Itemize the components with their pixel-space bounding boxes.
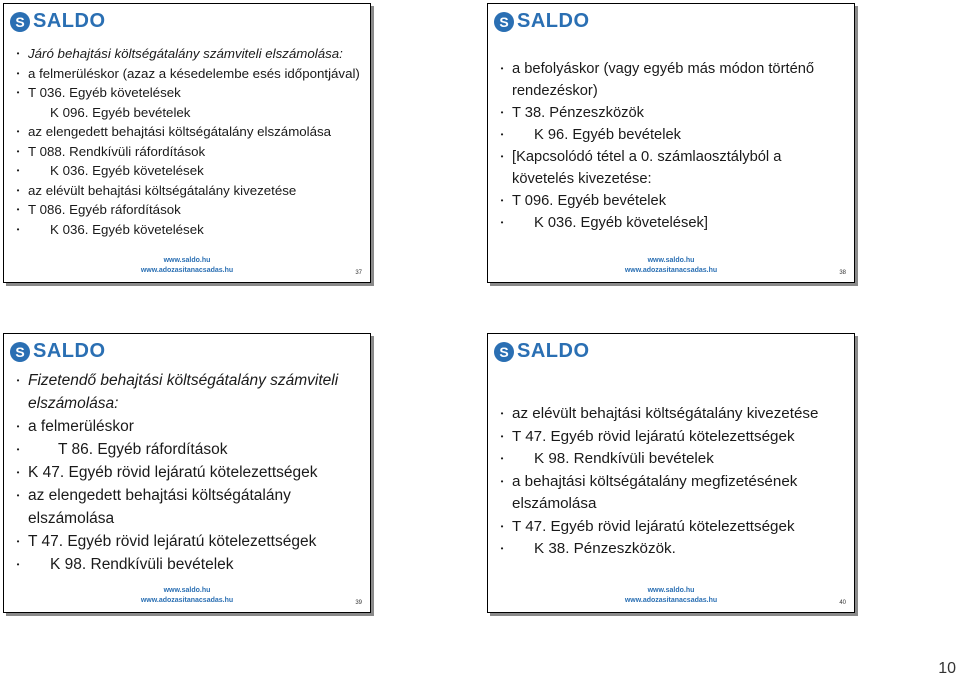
saldo-logo — [494, 10, 590, 33]
footer-url-saldo: www.saldo.hu — [163, 257, 211, 264]
bullet-text: T 47. Egyéb rövid lejáratú kötelezettségek — [512, 427, 795, 445]
bullet-item — [14, 415, 360, 438]
bullet-icon: • — [16, 88, 20, 97]
bullet-text: T 036. Egyéb követelések — [28, 85, 181, 100]
bullet-text: K 96. Egyéb bevételek — [534, 127, 681, 143]
bullet-text: a behajtási költségátalány megfizetésének elszámolása — [512, 472, 798, 512]
bullet-text: az elengedett behajtási költségátalány elszámolása — [28, 124, 332, 139]
bullet-icon: • — [16, 49, 20, 58]
bullet-item — [14, 161, 360, 181]
bullet-text: Járó behajtási költségátalány számviteli elszámolása: — [28, 46, 343, 61]
slide-39 — [3, 333, 371, 613]
slide-number: 37 — [355, 270, 362, 276]
saldo-logo-icon: S — [10, 12, 30, 32]
slide-content — [498, 403, 844, 561]
page-number: 10 — [938, 660, 956, 677]
bullet-text: K 38. Pénzeszközök. — [534, 540, 676, 557]
bullet-item — [14, 142, 360, 162]
bullet-text: Fizetendő behajtási költségátalány számviteli elszámolása: — [28, 372, 339, 412]
bullet-text: az elévült behajtási költségátalány kivezetése — [512, 405, 819, 422]
saldo-logo — [10, 10, 106, 33]
bullet-item — [498, 58, 844, 102]
saldo-logo-icon: S — [10, 342, 30, 362]
bullet-text: T 086. Egyéb ráfordítások — [28, 202, 181, 217]
bullet-item — [14, 484, 360, 530]
bullet-icon: • — [500, 431, 504, 441]
bullet-item — [498, 212, 844, 234]
bullet-icon: • — [16, 445, 20, 454]
bullet-item — [14, 44, 360, 64]
bullet-text: K 47. Egyéb rövid lejáratú kötelezettségek — [28, 464, 318, 481]
slide-37 — [3, 3, 371, 283]
bullet-icon: • — [500, 64, 504, 73]
bullet-item — [498, 102, 844, 124]
slide-number: 39 — [355, 600, 362, 606]
slide-footer — [4, 256, 370, 276]
bullet-text: K 036. Egyéb követelések] — [534, 215, 708, 231]
bullet-item — [14, 200, 360, 220]
bullet-icon: • — [500, 476, 504, 486]
bullet-text: [Kapcsolódó tétel a 0. számlaosztályból a követelés kivezetése: — [512, 149, 782, 187]
bullet-item — [14, 103, 360, 123]
slide-number: 40 — [839, 600, 846, 606]
slide-content — [14, 44, 360, 239]
footer-url-adozasi: www.adozasitanacsadas.hu — [140, 267, 234, 274]
bullet-icon: • — [16, 185, 20, 195]
bullet-icon: • — [16, 376, 20, 385]
bullet-item — [498, 471, 844, 516]
bullet-icon: • — [500, 108, 504, 117]
slide-content — [14, 369, 360, 576]
slide-38 — [487, 3, 855, 283]
saldo-logo-text: SALDO — [33, 340, 106, 362]
footer-url-adozasi: www.adozasitanacsadas.hu — [624, 597, 718, 604]
saldo-logo — [494, 340, 590, 363]
bullet-icon: • — [500, 409, 504, 418]
bullet-icon: • — [500, 454, 504, 463]
bullet-icon: • — [500, 521, 504, 531]
footer-url-saldo: www.saldo.hu — [647, 587, 695, 594]
bullet-icon: • — [16, 166, 20, 175]
bullet-item — [14, 530, 360, 553]
bullet-icon: • — [16, 491, 20, 500]
bullet-icon: • — [500, 130, 504, 139]
bullet-item — [14, 369, 360, 415]
bullet-icon: • — [500, 544, 504, 553]
bullet-text: K 096. Egyéb bevételek — [50, 104, 191, 120]
bullet-icon: • — [16, 205, 20, 214]
footer-url-adozasi: www.adozasitanacsadas.hu — [624, 267, 718, 274]
slide-footer — [488, 256, 854, 276]
saldo-logo-icon: S — [494, 12, 514, 32]
footer-url-saldo: www.saldo.hu — [647, 257, 695, 264]
bullet-text: T 088. Rendkívüli ráfordítások — [28, 143, 206, 159]
saldo-logo — [10, 340, 106, 363]
bullet-text: a felmerüléskor — [28, 418, 134, 435]
bullet-item — [498, 448, 844, 471]
saldo-logo-text: SALDO — [33, 10, 106, 32]
bullet-text: T 096. Egyéb bevételek — [512, 193, 667, 209]
bullet-item — [498, 403, 844, 426]
slide-content — [498, 58, 844, 234]
bullet-text: K 98. Rendkívüli bevételek — [534, 450, 714, 467]
bullet-text: a felmerüléskor (azaz a késedelembe esés időpontjával) — [28, 65, 360, 81]
bullet-item — [498, 124, 844, 146]
bullet-icon: • — [16, 127, 20, 136]
bullet-text: K 036. Egyéb követelések — [50, 221, 204, 237]
bullet-text: az elévült behajtási költségátalány kivezetése — [28, 182, 297, 198]
bullet-item — [14, 461, 360, 484]
bullet-item — [498, 426, 844, 449]
bullet-text: az elengedett behajtási költségátalány elszámolása — [28, 487, 291, 527]
bullet-item — [498, 146, 844, 190]
bullet-text: T 47. Egyéb rövid lejáratú kötelezettségek — [512, 517, 795, 535]
slide-number: 38 — [839, 270, 846, 276]
bullet-item — [14, 553, 360, 576]
bullet-icon: • — [16, 146, 20, 156]
bullet-item — [14, 220, 360, 240]
bullet-item — [14, 438, 360, 461]
bullet-item — [14, 181, 360, 201]
bullet-icon: • — [16, 422, 20, 431]
bullet-icon: • — [16, 468, 20, 477]
bullet-text: K 98. Rendkívüli bevételek — [50, 556, 234, 573]
saldo-logo-icon: S — [494, 342, 514, 362]
footer-url-saldo: www.saldo.hu — [163, 587, 211, 594]
bullet-item — [14, 64, 360, 84]
footer-url-adozasi: www.adozasitanacsadas.hu — [140, 597, 234, 604]
bullet-icon: • — [500, 196, 504, 205]
saldo-logo-text: SALDO — [517, 340, 590, 362]
bullet-item — [498, 190, 844, 212]
bullet-text: T 38. Pénzeszközök — [512, 105, 644, 121]
bullet-item — [498, 516, 844, 539]
bullet-icon: • — [16, 537, 20, 546]
bullet-text: a befolyáskor (vagy egyéb más módon történő rendezéskor) — [512, 61, 815, 99]
bullet-text: T 47. Egyéb rövid lejáratú kötelezettségek — [28, 533, 317, 550]
bullet-icon: • — [500, 152, 504, 161]
bullet-icon: • — [500, 218, 504, 227]
bullet-item — [14, 122, 360, 142]
bullet-item — [498, 538, 844, 561]
slide-40 — [487, 333, 855, 613]
bullet-icon: • — [16, 68, 20, 78]
bullet-text: T 86. Egyéb ráfordítások — [58, 441, 228, 458]
slide-footer — [488, 586, 854, 606]
bullet-icon: • — [16, 224, 20, 234]
slide-footer — [4, 586, 370, 606]
bullet-text: K 036. Egyéb követelések — [50, 163, 204, 178]
bullet-icon: • — [16, 560, 20, 569]
bullet-item — [14, 83, 360, 103]
saldo-logo-text: SALDO — [517, 10, 590, 32]
